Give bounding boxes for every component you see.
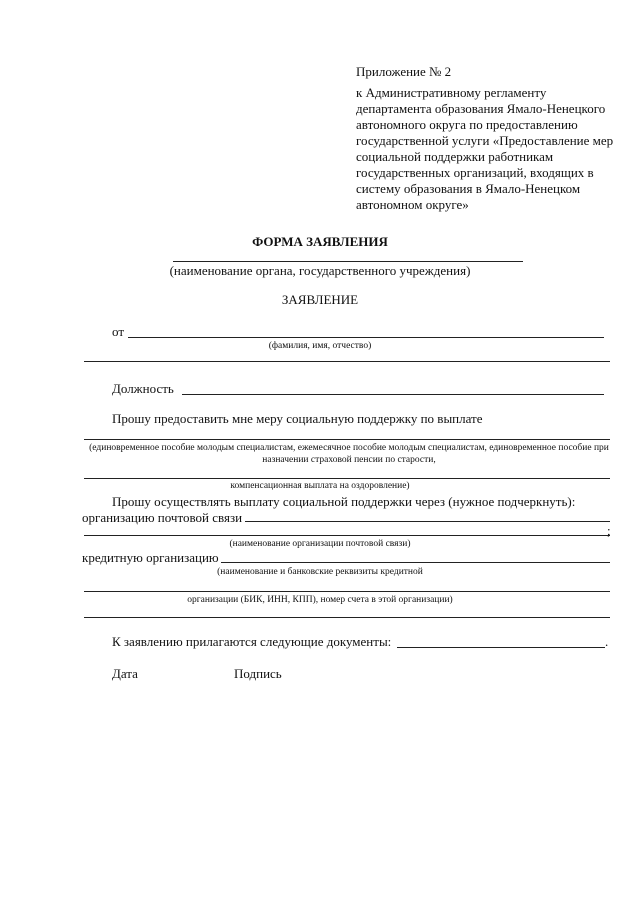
postal-line-2[interactable] (84, 535, 610, 536)
request-text: Прошу предоставить мне меру социальную поддержку по выплате (112, 411, 483, 426)
credit-caption-2: организации (БИК, ИНН, КПП), номер счета в этой организации) (187, 595, 453, 605)
attachments-text: К заявлению прилагаются следующие документы: (112, 634, 392, 649)
fio-line[interactable] (128, 337, 604, 338)
payment-line[interactable] (84, 439, 610, 440)
position-label: Должность (112, 381, 174, 396)
payment-caption-2: компенсационная выплата на оздоровление) (230, 481, 410, 491)
appendix-text: к Административному регламенту департамента образования Ямало-Ненецкого автономного округа по предоставлению государственной услуги «Предоставление мер социальной поддержки работникам государственных организаций, входящих в систему образования в Ямало-Ненецком автономном округе» (356, 85, 614, 212)
authority-line[interactable] (173, 261, 523, 262)
credit-line-3[interactable] (84, 617, 610, 618)
date-label: Дата (112, 666, 138, 681)
appendix-title: Приложение № 2 (356, 64, 452, 79)
statement-title: ЗАЯВЛЕНИЕ (281, 292, 359, 307)
payment-caption-1: (единовременное пособие молодым специалистам, ежемесячное пособие молодым специалистам, единовременное пособие при назначении страховой пенсии по старости, (89, 443, 609, 465)
credit-label: кредитную организацию (82, 550, 219, 565)
authority-caption: (наименование органа, государственного учреждения) (169, 263, 471, 278)
signature-label: Подпись (234, 666, 282, 681)
credit-line-2[interactable] (84, 591, 610, 592)
credit-line[interactable] (221, 562, 610, 563)
postal-line[interactable] (245, 521, 610, 522)
fio-caption: (фамилия, имя, отчество) (268, 341, 372, 351)
form-title: ФОРМА ЗАЯВЛЕНИЯ (252, 234, 388, 249)
postal-caption: (наименование организации почтовой связи) (229, 539, 411, 549)
fio-line-2[interactable] (84, 361, 610, 362)
payment-method-text: Прошу осуществлять выплату социальной поддержки через (нужное подчеркнуть): (112, 494, 576, 509)
postal-semicolon: ; (607, 523, 611, 538)
payment-line-2[interactable] (84, 478, 610, 479)
from-label: от (112, 324, 125, 339)
credit-caption-1: (наименование и банковские реквизиты кредитной (217, 567, 423, 577)
attachments-line[interactable] (397, 647, 605, 648)
position-line[interactable] (182, 394, 604, 395)
attachments-period: . (605, 634, 609, 649)
postal-label: организацию почтовой связи (82, 510, 243, 525)
